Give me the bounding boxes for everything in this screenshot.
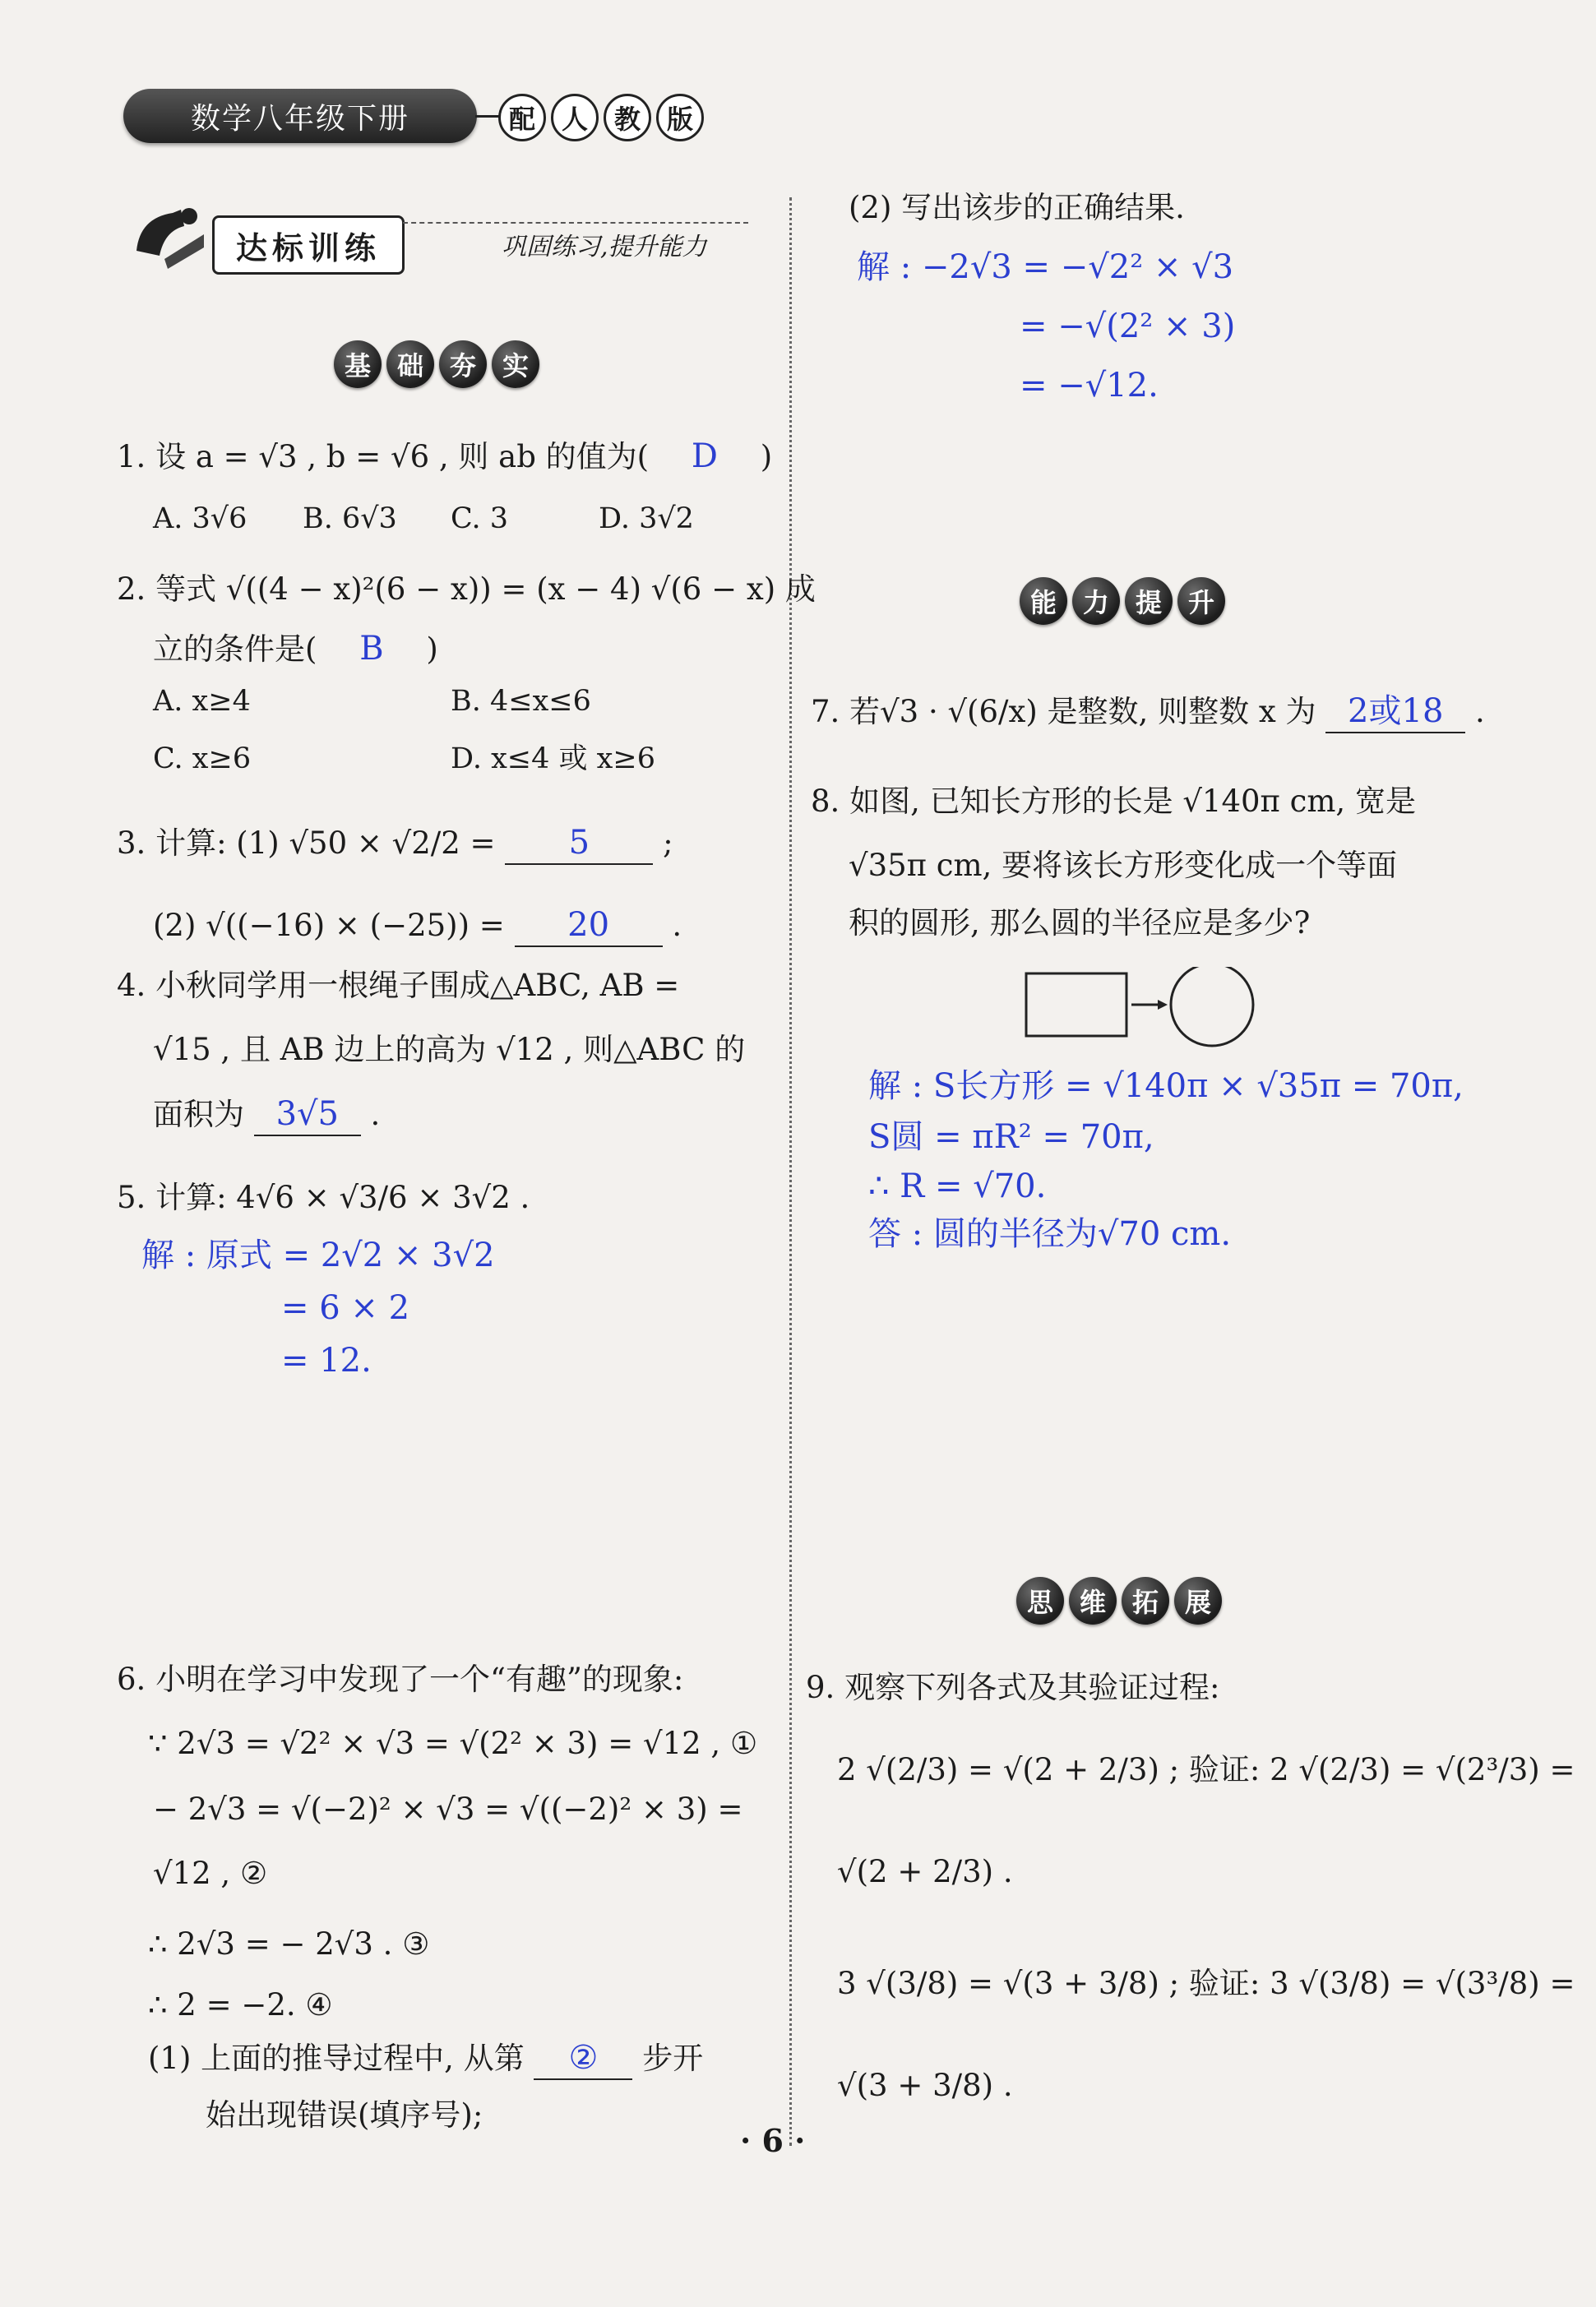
q6-answer: ② [568,2039,599,2077]
q6-line: ∴ 2 = −2. ④ [148,1987,333,2023]
section-char: 提 [1125,577,1173,625]
section-char: 能 [1020,577,1067,625]
q5-stem: 5. 计算: 4√6 × √3/6 × 3√2 . [117,1180,530,1215]
q4-line1: 4. 小秋同学用一根绳子围成△ABC, AB = [117,968,680,1003]
q6-blank [534,2037,632,2080]
q8-figure [1023,967,1261,1049]
q4-blank [254,1093,361,1136]
q7-blank [1325,691,1465,733]
q7-stem [811,691,1485,733]
q6-line: − 2√3 = √(−2)² × √3 = √((−2)² × 3) = [153,1792,743,1827]
q7-end: . [1475,694,1485,729]
q3-end2: . [672,908,682,943]
q6-part2: (2) 写出该步的正确结果. [849,190,1185,225]
q6-part1-tail: 步开 [642,2041,704,2076]
q2-stem-line1: 2. 等式 √((4 − x)²(6 − x)) = (x − 4) √(6 − x) 成 [117,571,816,607]
banner-subtitle: 巩固练习,提升能力 [502,233,707,261]
q5-solution-line: = 6 × 2 [281,1289,410,1327]
q4-answer: 3√5 [275,1095,339,1133]
q1-option: C. 3 [451,502,509,535]
book-title: 数学八年级下册 [190,101,409,136]
q9-line: √(2 + 2/3) . [837,1854,1013,1889]
section-char: 础 [386,340,434,388]
q8-line: 8. 如图, 已知长方形的长是 √140π cm, 宽是 [811,784,1416,819]
q6-part1-cont: 始出现错误(填序号); [206,2097,483,2133]
column-divider [789,197,792,2146]
q5-solution-line: 解 : 原式 = 2√2 × 3√2 [141,1237,495,1274]
section-char: 拓 [1122,1577,1169,1625]
q4-end: . [370,1097,381,1132]
edition-char: 人 [551,94,599,141]
q4-line2: √15 , 且 AB 边上的高为 √12 , 则△ABC 的 [153,1032,746,1067]
section-char: 思 [1016,1577,1064,1625]
q3-answer1: 5 [568,824,590,862]
q1-option: D. 3√2 [599,502,694,535]
q6-solution-line: = −√12. [1020,367,1159,405]
q4-line3 [153,1093,380,1136]
q7-stem-text: 7. 若√3 · √(6/x) 是整数, 则整数 x 为 [811,694,1316,729]
q6-part1 [148,2037,703,2080]
q1-stem [117,436,772,477]
q2-option: C. x≥6 [153,742,252,775]
q2-option: B. 4≤x≤6 [451,685,591,718]
q1-close: ) [760,439,773,474]
q2-option: D. x≤4 或 x≥6 [451,742,655,775]
section-char: 展 [1174,1577,1222,1625]
q3-part2 [153,904,682,947]
q6-part1-text: (1) 上面的推导过程中, 从第 [148,2041,525,2076]
edition-label [493,94,704,141]
q6-line: ∴ 2√3 = − 2√3 . ③ [148,1926,430,1962]
q1-stem-text: 1. 设 a = √3 , b = √6 , 则 ab 的值为( [117,439,650,474]
q2-stem-text: 立的条件是( [153,631,317,667]
q3-blank2 [515,904,663,947]
q9-line: √(3 + 3/8) . [837,2068,1013,2103]
q8-solution-line: S圆 = πR² = 70π, [868,1118,1154,1156]
q7-answer: 2或18 [1348,692,1444,730]
q5-solution-line: = 12. [281,1342,372,1380]
page-number: · 6 · [740,2122,806,2159]
q4-line3-text: 面积为 [153,1097,244,1132]
section-char: 夯 [439,340,487,388]
edition-char: 教 [604,94,651,141]
section-char: 力 [1072,577,1120,625]
q3-part1 [117,822,673,865]
section-thinking [1016,1577,1227,1625]
q3-blank1 [505,822,653,865]
q6-line: √12 , ② [153,1856,268,1891]
section-char: 基 [334,340,382,388]
edition-char: 版 [656,94,704,141]
q3-part1-text: 3. 计算: (1) √50 × √2/2 = [117,825,496,861]
q8-solution-line: ∴ R = √70. [868,1167,1047,1205]
section-basic [334,340,544,388]
q2-close: ) [426,631,438,667]
section-char: 升 [1177,577,1225,625]
q3-end1: ; [663,825,673,861]
banner-line [403,222,748,224]
q9-stem: 9. 观察下列各式及其验证过程: [806,1670,1220,1705]
header-bar [123,89,477,143]
q2-answer: B [359,630,384,668]
section-char: 维 [1069,1577,1117,1625]
q8-line: 积的圆形, 那么圆的半径应是多少? [849,905,1311,941]
q3-part2-text: (2) √((−16) × (−25)) = [153,908,505,943]
edition-char: 配 [498,94,546,141]
q9-line: 2 √(2/3) = √(2 + 2/3) ; 验证: 2 √(2/3) = √(2³/3) = [837,1752,1575,1787]
q1-option: A. 3√6 [153,502,247,535]
q1-option: B. 6√3 [303,502,397,535]
q8-solution-line: 解 : S长方形 = √140π × √35π = 70π, [868,1067,1464,1105]
q6-solution-line: = −√(2² × 3) [1020,307,1236,345]
q2-option: A. x≥4 [153,685,251,718]
q6-line: ∵ 2√3 = √2² × √3 = √(2² × 3) = √12 , ① [148,1726,758,1761]
q3-answer2: 20 [567,906,610,944]
q8-solution-line: 答 : 圆的半径为√70 cm. [868,1215,1232,1253]
section-char: 实 [492,340,539,388]
q6-stem: 6. 小明在学习中发现了一个“有趣”的现象: [117,1662,684,1697]
q6-solution-line: 解 : −2√3 = −√2² × √3 [857,248,1234,286]
q2-stem-line2 [153,628,438,669]
q9-line: 3 √(3/8) = √(3 + 3/8) ; 验证: 3 √(3/8) = √(3³/8) = [837,1966,1575,2001]
q8-line: √35π cm, 要将该长方形变化成一个等面 [849,848,1398,883]
banner-icon [132,201,207,272]
section-ability [1020,577,1230,625]
q1-answer: D [691,437,718,475]
banner-title: 达标训练 [235,229,381,266]
banner-title-box [212,215,405,275]
